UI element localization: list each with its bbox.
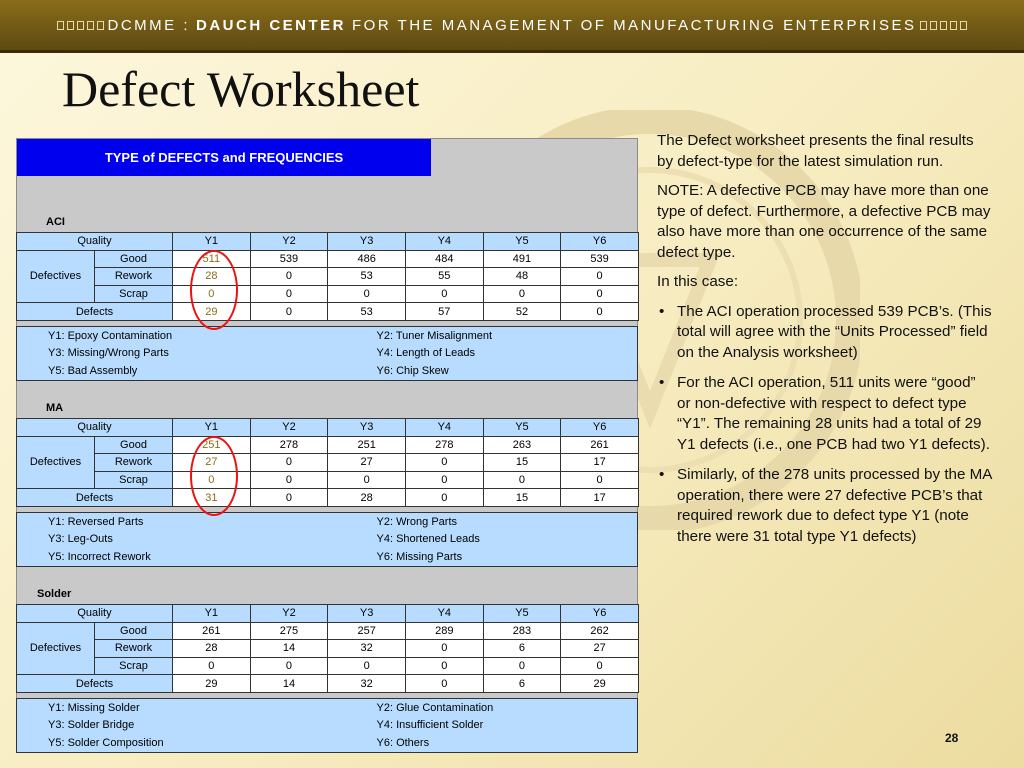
table-cell: 257 <box>328 622 406 640</box>
aci-table <box>16 232 639 321</box>
legend-item: Y3: Missing/Wrong Parts <box>48 347 169 360</box>
legend-item: Y4: Length of Leads <box>376 347 475 360</box>
top-banner <box>0 0 1024 50</box>
table-cell: 0 <box>173 471 251 489</box>
solder-table <box>16 604 639 693</box>
table-cell: 289 <box>405 622 483 640</box>
table-cell: 251 <box>173 436 251 454</box>
notes-bullets <box>657 302 993 548</box>
banner-prefix: DCMME : <box>107 16 190 34</box>
table-cell: 539 <box>561 250 639 268</box>
table-cell: 0 <box>405 285 483 303</box>
list-item: • The ACI operation processed 539 PCB’s. (This total will agree with the “Units Processed” field on the Analysis worksheet) <box>657 302 993 364</box>
row-label: Good <box>95 436 173 454</box>
ma-legend <box>16 512 638 567</box>
table-cell: 262 <box>561 622 639 640</box>
table-cell: 55 <box>405 268 483 286</box>
column-header: Quality <box>17 605 173 623</box>
table-row <box>17 303 639 321</box>
table-cell: 0 <box>405 657 483 675</box>
table-cell: 0 <box>561 303 639 321</box>
table-cell: 484 <box>405 250 483 268</box>
column-header: Y4 <box>405 605 483 623</box>
defectives-label: Defectives <box>17 622 95 675</box>
list-item: • For the ACI operation, 511 units were “good” or non-defective with respect to defect type “Y1”. The remaining 28 units had a total of 29 Y1 defects (i.e., one PCB had two Y1 defects). <box>657 373 993 455</box>
legend-item: Y3: Solder Bridge <box>48 719 135 732</box>
table-cell: 28 <box>173 640 251 658</box>
legend-item: Y2: Tuner Misalignment <box>376 329 493 342</box>
table-cell: 29 <box>173 675 251 693</box>
table-cell: 0 <box>561 657 639 675</box>
table-cell: 0 <box>405 489 483 507</box>
notes-note: NOTE: A defective PCB may have more than one type of defect. Furthermore, a defective PCB may also have more than one occurrence of the same defect type. <box>657 182 991 261</box>
table-cell: 15 <box>483 489 561 507</box>
table-cell: 261 <box>173 622 251 640</box>
legend-item: Y1: Reversed Parts <box>48 515 144 528</box>
table-cell: 0 <box>483 285 561 303</box>
notes-case: In this case: <box>657 273 739 290</box>
table-cell: 0 <box>250 303 328 321</box>
column-header: Y4 <box>405 419 483 437</box>
solder-legend <box>16 698 638 753</box>
page-number: 28 <box>945 731 959 745</box>
ma-table <box>16 418 639 507</box>
banner-squares-right <box>920 21 967 30</box>
table-row <box>17 605 639 623</box>
slide-title: Defect Worksheet <box>62 61 420 117</box>
aci-legend <box>16 326 638 381</box>
legend-row <box>17 699 638 717</box>
column-header: Y6 <box>561 233 639 251</box>
row-label: Rework <box>95 268 173 286</box>
table-cell: 0 <box>250 489 328 507</box>
table-cell: 28 <box>328 489 406 507</box>
table-cell: 0 <box>250 268 328 286</box>
table-row <box>17 675 639 693</box>
defectives-label: Defectives <box>17 436 95 489</box>
row-label: Rework <box>95 640 173 658</box>
table-cell: 0 <box>250 471 328 489</box>
table-cell: 0 <box>250 285 328 303</box>
list-item: • Similarly, of the 278 units processed by the MA operation, there were 27 defective PCB’s that required rework due to defect type Y1 (note there were 31 total type Y1 defects) <box>657 465 993 547</box>
table-cell: 53 <box>328 268 406 286</box>
table-cell: 29 <box>561 675 639 693</box>
table-cell: 0 <box>561 471 639 489</box>
table-row <box>17 454 639 472</box>
legend-item: Y2: Glue Contamination <box>376 701 494 714</box>
defects-label: Defects <box>17 303 173 321</box>
table-row <box>17 233 639 251</box>
table-cell: 48 <box>483 268 561 286</box>
table-cell: 32 <box>328 675 406 693</box>
column-header: Y6 <box>561 605 639 623</box>
column-header: Y1 <box>173 419 251 437</box>
row-label: Rework <box>95 454 173 472</box>
row-label: Good <box>95 622 173 640</box>
column-header: Y5 <box>483 233 561 251</box>
column-header: Y1 <box>173 605 251 623</box>
banner-squares-left <box>57 21 104 30</box>
table-cell: 0 <box>328 285 406 303</box>
row-label: Scrap <box>95 285 173 303</box>
column-header: Y6 <box>561 419 639 437</box>
column-header: Y3 <box>328 233 406 251</box>
table-cell: 14 <box>250 640 328 658</box>
section-label-ma: MA <box>46 402 64 414</box>
table-cell: 17 <box>561 489 639 507</box>
table-cell: 486 <box>328 250 406 268</box>
table-row <box>17 657 639 675</box>
table-cell: 31 <box>173 489 251 507</box>
legend-item: Y5: Incorrect Rework <box>48 550 151 563</box>
legend-item: Y4: Insufficient Solder <box>376 719 484 732</box>
table-cell: 0 <box>250 454 328 472</box>
legend-row <box>17 548 638 566</box>
table-cell: 0 <box>405 471 483 489</box>
table-row <box>17 436 639 454</box>
notes-intro: The Defect worksheet presents the final results by defect-type for the latest simulation run. <box>657 132 974 170</box>
legend-item: Y4: Shortened Leads <box>376 533 480 546</box>
defect-worksheet <box>16 138 638 748</box>
table-cell: 0 <box>405 454 483 472</box>
legend-item: Y6: Missing Parts <box>376 550 463 563</box>
section-label-solder: Solder <box>37 588 72 600</box>
table-cell: 0 <box>173 657 251 675</box>
legend-row <box>17 327 638 345</box>
legend-row <box>17 717 638 735</box>
table-cell: 27 <box>173 454 251 472</box>
table-cell: 0 <box>561 285 639 303</box>
column-header: Y3 <box>328 419 406 437</box>
table-row <box>17 419 639 437</box>
table-cell: 6 <box>483 640 561 658</box>
table-row <box>17 622 639 640</box>
table-cell: 511 <box>173 250 251 268</box>
column-header: Y5 <box>483 419 561 437</box>
column-header: Y3 <box>328 605 406 623</box>
table-cell: 0 <box>405 640 483 658</box>
table-cell: 539 <box>250 250 328 268</box>
table-cell: 0 <box>561 268 639 286</box>
legend-item: Y3: Leg-Outs <box>48 533 113 546</box>
legend-item: Y6: Others <box>376 736 430 749</box>
defects-label: Defects <box>17 489 173 507</box>
row-label: Good <box>95 250 173 268</box>
defects-label: Defects <box>17 675 173 693</box>
column-header: Y2 <box>250 605 328 623</box>
table-cell: 261 <box>561 436 639 454</box>
table-cell: 278 <box>250 436 328 454</box>
table-row <box>17 489 639 507</box>
table-cell: 278 <box>405 436 483 454</box>
table-cell: 32 <box>328 640 406 658</box>
table-cell: 0 <box>173 285 251 303</box>
legend-item: Y1: Epoxy Contamination <box>48 329 173 342</box>
table-cell: 491 <box>483 250 561 268</box>
column-header: Y5 <box>483 605 561 623</box>
table-cell: 27 <box>328 454 406 472</box>
table-cell: 6 <box>483 675 561 693</box>
table-row <box>17 268 639 286</box>
table-row <box>17 640 639 658</box>
legend-row <box>17 734 638 752</box>
column-header: Y4 <box>405 233 483 251</box>
column-header: Y2 <box>250 233 328 251</box>
row-label: Scrap <box>95 657 173 675</box>
column-header: Quality <box>17 233 173 251</box>
table-cell: 29 <box>173 303 251 321</box>
table-cell: 28 <box>173 268 251 286</box>
table-cell: 0 <box>328 657 406 675</box>
banner-rest: FOR THE MANAGEMENT OF MANUFACTURING ENTERPRISES <box>352 16 917 34</box>
table-cell: 14 <box>250 675 328 693</box>
table-cell: 15 <box>483 454 561 472</box>
legend-item: Y2: Wrong Parts <box>376 515 457 528</box>
table-cell: 53 <box>328 303 406 321</box>
table-row <box>17 250 639 268</box>
table-row <box>17 471 639 489</box>
banner-rule <box>0 50 1024 53</box>
row-label: Scrap <box>95 471 173 489</box>
column-header: Y1 <box>173 233 251 251</box>
table-cell: 263 <box>483 436 561 454</box>
column-header: Y2 <box>250 419 328 437</box>
table-cell: 27 <box>561 640 639 658</box>
banner-bold: DAUCH CENTER <box>196 16 346 34</box>
section-label-aci: ACI <box>46 216 65 228</box>
legend-row <box>17 531 638 549</box>
table-row <box>17 285 639 303</box>
table-cell: 0 <box>405 675 483 693</box>
table-cell: 0 <box>250 657 328 675</box>
table-cell: 283 <box>483 622 561 640</box>
defectives-label: Defectives <box>17 250 95 303</box>
table-cell: 0 <box>483 657 561 675</box>
legend-row <box>17 345 638 363</box>
table-cell: 251 <box>328 436 406 454</box>
column-header: Quality <box>17 419 173 437</box>
notes-panel <box>657 131 993 557</box>
legend-item: Y5: Solder Composition <box>48 736 164 749</box>
legend-row <box>17 513 638 531</box>
table-cell: 17 <box>561 454 639 472</box>
table-cell: 57 <box>405 303 483 321</box>
legend-row <box>17 362 638 380</box>
worksheet-header: TYPE of DEFECTS and FREQUENCIES <box>17 139 431 176</box>
legend-item: Y1: Missing Solder <box>48 701 140 714</box>
table-cell: 0 <box>328 471 406 489</box>
table-cell: 52 <box>483 303 561 321</box>
table-cell: 0 <box>483 471 561 489</box>
table-cell: 275 <box>250 622 328 640</box>
legend-item: Y6: Chip Skew <box>376 364 449 377</box>
legend-item: Y5: Bad Assembly <box>48 364 138 377</box>
